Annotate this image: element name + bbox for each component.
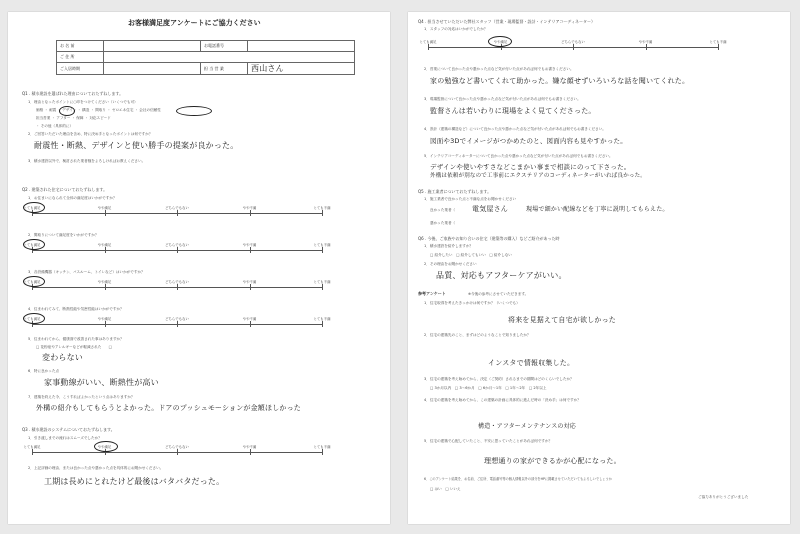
scale-label: やや不満 xyxy=(242,243,257,247)
scale-label: とても不満 xyxy=(313,445,331,449)
q2-5-options[interactable]: □ 花粉症やアレルギーなどが軽減された □ xyxy=(36,345,112,349)
rating-scale[interactable] xyxy=(23,317,331,329)
circle-mark xyxy=(176,106,212,116)
q4-5-text: 5．インテリアコーディネーターについて良かった点や悪かった点など気が付いた点があれば何でもお書きください。 xyxy=(424,154,613,158)
q2-heading: Q2 . 建築された住宅についておたずねします。 xyxy=(22,187,108,192)
scale-label: とても満足 xyxy=(23,206,41,210)
scale-label: とても不満 xyxy=(313,243,331,247)
ref-5-text: 5．住宅の建築で心配していたこと、不安に思っていたことがあれば何ですか？ xyxy=(424,439,553,443)
rating-scale[interactable] xyxy=(23,445,331,457)
move-in-field[interactable] xyxy=(104,63,201,75)
scale-label: どちらでもない xyxy=(165,280,189,284)
q2-5-answer: 変わらない xyxy=(42,353,83,362)
scale-label: やや満足 xyxy=(493,40,508,44)
q2-5-text: 5．住まわれてから、健康面で改善された事はありますか？ xyxy=(28,337,124,341)
phone-label: お電話番号 xyxy=(201,41,248,52)
q2-6-answer: 家事動線がいい、断熱性が高い xyxy=(44,378,159,387)
ref-5-answer: 理想通りの家ができるかが心配になった。 xyxy=(484,457,621,465)
circle-mark xyxy=(23,313,45,324)
scale-label: とても不満 xyxy=(313,206,331,210)
q6-2-answer: 品質、対応もアフターケアがいい。 xyxy=(436,271,567,280)
q5-1-text: 1．施工業者で良かった点と不満な点をお聞かせください xyxy=(424,197,517,201)
thanks-text: ご協力ありがとうございました xyxy=(698,495,749,499)
scale-label: とても不満 xyxy=(313,317,331,321)
staff-value: 西山さん xyxy=(251,64,284,73)
q2-2-text: 2．間取りについて満足度をいかがですか？ xyxy=(28,233,99,237)
scale-label: とても満足 xyxy=(23,243,41,247)
ref-4-text: 4．住宅の建築を考え始めてから、この建築の計画に具体的に進んだ時の「決め手」は何ですか？ xyxy=(424,398,581,402)
ref-1-answer: 将来を見据えて自宅が欲しかった xyxy=(508,316,616,324)
q2-4-text: 4．住まわれてみて、断熱性能や気密性能はいかがですか？ xyxy=(28,307,124,311)
circle-mark xyxy=(59,106,75,116)
address-label: ご 住 所 xyxy=(57,52,104,63)
circle-mark xyxy=(94,441,118,452)
scale-label: とても不満 xyxy=(709,40,727,44)
scale-label: とても不満 xyxy=(313,280,331,284)
respondent-info-table xyxy=(56,40,355,75)
circle-mark xyxy=(23,239,45,250)
q1-1-text: 1．理由となったポイントに○印をつけてください（いくつでも可） xyxy=(28,100,138,104)
q4-4-text: 4．設計（建築の構造など）について良かった点や悪かった点など気が付いた点があれば何でもお書きください。 xyxy=(424,127,606,131)
q5-good-reason: 現場で細かい配線などを丁寧に説明してもらえた。 xyxy=(526,206,669,213)
scale-label: どちらでもない xyxy=(165,243,189,247)
q4-1-text: 1．スタッフの対応はいかがでしたか？ xyxy=(424,27,488,31)
survey-title: お客様満足度アンケートにご協力ください xyxy=(128,19,261,27)
q6-heading: Q6 . 今後、ご家族やお知り合いの住宅（建築等の購入）などご紹介があった時 xyxy=(418,236,560,241)
scale-label: やや満足 xyxy=(97,280,112,284)
rating-scale[interactable] xyxy=(23,280,331,292)
name-field[interactable] xyxy=(104,41,201,52)
rating-scale[interactable] xyxy=(23,206,331,218)
q5-good-label: 良かった業者（ xyxy=(430,208,456,212)
scale-label: やや不満 xyxy=(242,317,257,321)
circle-mark xyxy=(488,36,512,47)
q4-3-text: 3．現場監督について良かった点や悪かった点など気が付いた点があれば何でもお書きください。 xyxy=(424,97,581,101)
q3-2-answer: 工期は長めにとれたけど最後はバタバタだった。 xyxy=(44,477,225,486)
ref-6-options[interactable]: □ はい □ いいえ xyxy=(430,487,461,491)
q5-heading: Q5 . 施工業者についておたずねします。 xyxy=(418,189,492,194)
q1-heading: Q1 . 積水建設を選ばれた理由についておたずねします。 xyxy=(22,91,124,96)
q6-1-options[interactable]: □ 紹介したい □ 紹介してもいい □ 紹介しない xyxy=(430,253,512,257)
q2-3-text: 3．各設備機器（キッチン、バスルーム、トイレなど）はいかがですか？ xyxy=(28,270,145,274)
circle-mark xyxy=(23,276,45,287)
q4-2-text: 2．営業について良かった点や悪かった点など気が付いた点があれば何でもお書きください。 xyxy=(424,67,574,71)
survey-page-right xyxy=(408,12,790,524)
scale-label: やや不満 xyxy=(242,445,257,449)
scale-label: どちらでもない xyxy=(561,40,585,44)
q5-bad-label: 悪かった業者（ xyxy=(430,221,456,225)
scale-label: やや満足 xyxy=(97,317,112,321)
q1-1-items-2: 担当営業 ・ アフター ・ 保障 ・ 対応スピード xyxy=(36,116,111,120)
staff-label: 担 当 営 業 xyxy=(201,63,248,75)
ref-3-options[interactable]: □ 3か月以内 □ 3〜6か月 □ 6か月〜1年 □ 1年〜2年 □ 2年以上 xyxy=(430,386,547,390)
rating-scale[interactable] xyxy=(419,40,727,52)
scale-label: やや満足 xyxy=(97,206,112,210)
ref-2-answer: インスタで情報収集した。 xyxy=(488,359,575,367)
ref-3-text: 3．住宅の建築を考え始めてから、決定（ご契約）されるまでの期間はどのくらいでしたか？ xyxy=(424,377,574,381)
circle-mark xyxy=(23,202,45,213)
name-label: お 名 前 xyxy=(57,41,104,52)
q4-5-answer-2: 外構は依頼が別なので工事前にエクステリアのコーディネーターがいれば良かった。 xyxy=(430,173,646,179)
q3-2-text: 2．上記評価の理由、または良かった点や悪かった点を具体的にお聞かせください。 xyxy=(28,466,164,470)
q1-2-text: 2．ご回答いただいた理由を含め、特に決め手となったポイントは何ですか？ xyxy=(28,132,153,136)
q5-good-value: 電気屋さん xyxy=(472,205,508,213)
scale-label: とても満足 xyxy=(23,445,41,449)
q6-2-text: 2．その理由をお聞かせください xyxy=(424,262,477,266)
ref-4-answer: 構造・アフターメンテナンスの対応 xyxy=(478,423,577,430)
q4-4-answer: 図面や3Dでイメージがつかめたのと、図面内容も見やすかった。 xyxy=(430,137,627,145)
q2-6-text: 6．特に良かった点 xyxy=(28,369,60,373)
q1-1-other: ・ その他（具体的に） xyxy=(36,124,74,128)
q4-3-answer: 監督さんは若いわりに現場をよく見てくださった。 xyxy=(430,107,596,115)
ref-1-text: 1．住宅取得を考えたきっかけは何ですか？（いくつでも） xyxy=(424,301,520,305)
reference-survey-note: ※今後の参考にさせていただきます。 xyxy=(468,292,529,296)
staff-field[interactable] xyxy=(248,63,355,75)
q2-7-answer: 外構の紹介もしてもらうとよかった。ドアのプッシュモーションが金額ほしかった xyxy=(36,404,301,412)
q1-3-text: 3．積水建設以外で、検討された業者様をよろしければお教えください。 xyxy=(28,159,146,163)
ref-6-text: 6．このアンケート結果を、お名前、ご住所、電話番号等の個人情報以外の部分をHPに掲載させていただいてもよろしいでしょうか xyxy=(424,477,612,481)
move-in-label: ご入居時期 xyxy=(57,63,104,75)
q1-1-items-1: 価格 ・ 耐震 ・ デザイン ・ 構造 ・ 間取り ・ ゼロエネ住宅 ・ 会社の信頼性 xyxy=(36,108,161,112)
scale-label: やや満足 xyxy=(97,445,112,449)
scale-label: やや不満 xyxy=(242,280,257,284)
scale-label: どちらでもない xyxy=(165,206,189,210)
q1-2-answer: 耐震性・断熱、デザインと使い勝手の提案が良かった。 xyxy=(34,141,239,150)
q6-1-text: 1．積水建設を紹介しますか？ xyxy=(424,244,474,248)
q4-heading: Q4 . 担当させていただいた弊社スタッフ（営業・現場監督・設計・インテリアコーディネーター） xyxy=(418,19,595,24)
reference-survey-title: 参考アンケート xyxy=(418,291,446,296)
q3-1-text: 1．引き渡しまでの流れはスムーズでしたか？ xyxy=(28,436,102,440)
survey-page-left xyxy=(8,12,390,524)
q2-1-text: 1．お住まいになられて全体の満足度はいかがですか？ xyxy=(28,196,117,200)
scale-label: どちらでもない xyxy=(165,445,189,449)
scale-label: とても満足 xyxy=(419,40,437,44)
ref-2-text: 2．住宅の建築先のこと、まずはどのようなことで知りましたか？ xyxy=(424,333,531,337)
scale-label: やや不満 xyxy=(638,40,653,44)
q4-2-answer: 家の勉強など書いてくれて助かった。嫌な顔せずいろいろな話を聞いてくれた。 xyxy=(430,77,690,85)
phone-field[interactable] xyxy=(248,41,355,52)
rating-scale[interactable] xyxy=(23,243,331,255)
q2-7-text: 7．建築を終えた今、こうすればよかったという点はありますか？ xyxy=(28,395,135,399)
address-field[interactable] xyxy=(104,52,355,63)
scale-label: やや不満 xyxy=(242,206,257,210)
scale-label: どちらでもない xyxy=(165,317,189,321)
q4-5-answer: デザインや使いやすさなどこまかい事まで相談にのって下さった。 xyxy=(430,163,631,171)
scale-label: とても満足 xyxy=(23,280,41,284)
q3-heading: Q3 . 積水建設のシステムについておたずねします。 xyxy=(22,427,115,432)
scale-label: とても満足 xyxy=(23,317,41,321)
scale-label: やや満足 xyxy=(97,243,112,247)
